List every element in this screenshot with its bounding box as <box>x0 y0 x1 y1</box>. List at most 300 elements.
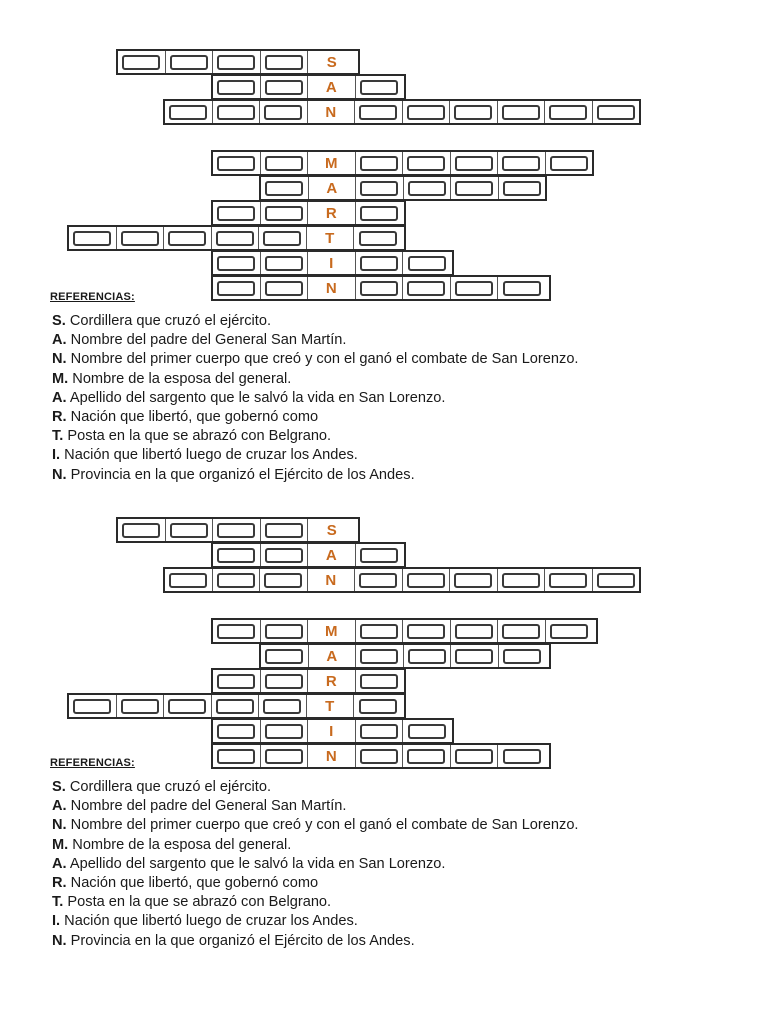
answer-cell[interactable] <box>118 51 166 73</box>
answer-cell[interactable] <box>355 569 403 591</box>
answer-box[interactable] <box>360 181 398 196</box>
answer-cell[interactable] <box>261 544 309 566</box>
answer-cell[interactable] <box>451 277 499 299</box>
clue-text: Nombre del padre del General San Martín. <box>70 332 347 349</box>
answer-box[interactable] <box>359 699 397 714</box>
clue-item <box>52 370 579 389</box>
answer-cell[interactable] <box>213 519 261 541</box>
answer-box[interactable] <box>265 624 303 639</box>
answer-box[interactable] <box>169 573 207 588</box>
answer-cell[interactable] <box>451 620 499 642</box>
references-title: REFERENCIAS: <box>50 291 135 303</box>
answer-box[interactable] <box>360 624 398 639</box>
answer-cell[interactable] <box>545 569 593 591</box>
answer-cell[interactable] <box>403 101 451 123</box>
key-cell <box>308 670 356 692</box>
answer-cell[interactable] <box>546 152 594 174</box>
clue-letter: T. <box>52 894 64 911</box>
answer-box[interactable] <box>407 749 445 764</box>
answer-box[interactable] <box>360 749 398 764</box>
answer-box[interactable] <box>265 724 303 739</box>
key-letter: S <box>326 53 337 71</box>
key-cell <box>307 227 355 249</box>
answer-box[interactable] <box>265 649 303 664</box>
key-cell <box>308 76 356 98</box>
answer-cell[interactable] <box>260 569 308 591</box>
answer-cell[interactable] <box>213 76 261 98</box>
answer-cell[interactable] <box>117 227 165 249</box>
answer-cell[interactable] <box>593 569 641 591</box>
clue-letter: T. <box>52 428 64 445</box>
clue-letter: A. <box>52 389 67 406</box>
key-cell <box>308 252 356 274</box>
clue-item <box>52 797 579 816</box>
answer-box[interactable] <box>455 624 493 639</box>
answer-box[interactable] <box>265 674 303 689</box>
clue-letter: I. <box>52 913 61 930</box>
answer-cell[interactable] <box>451 152 499 174</box>
answer-box[interactable] <box>455 749 493 764</box>
answer-cell[interactable] <box>450 101 498 123</box>
answer-box[interactable] <box>550 156 588 171</box>
key-letter: M <box>325 154 338 172</box>
references-title: REFERENCIAS: <box>50 757 135 769</box>
answer-cell[interactable] <box>212 227 260 249</box>
answer-box[interactable] <box>502 624 540 639</box>
answer-cell[interactable] <box>261 519 309 541</box>
worksheet-1 <box>0 0 768 500</box>
answer-box[interactable] <box>360 674 398 689</box>
answer-box[interactable] <box>359 105 397 120</box>
answer-cell[interactable] <box>403 277 451 299</box>
answer-cell[interactable] <box>261 177 309 199</box>
answer-box[interactable] <box>217 724 255 739</box>
answer-cell[interactable] <box>166 51 214 73</box>
key-cell <box>308 202 356 224</box>
clue-item <box>52 446 579 465</box>
key-letter: I <box>329 254 334 272</box>
key-cell <box>308 152 356 174</box>
crossword-row-a2 <box>259 175 547 201</box>
clue-text: Apellido del sargento que le salvó la vida en San Lorenzo. <box>69 389 446 406</box>
answer-box[interactable] <box>265 548 303 563</box>
key-cell <box>308 745 356 767</box>
key-cell <box>308 519 356 541</box>
key-cell <box>308 720 356 742</box>
answer-cell[interactable] <box>165 569 213 591</box>
answer-box[interactable] <box>217 624 255 639</box>
answer-cell[interactable] <box>403 745 451 767</box>
answer-box[interactable] <box>265 523 303 538</box>
answer-box[interactable] <box>168 231 206 246</box>
clue-item <box>52 331 579 350</box>
answer-box[interactable] <box>121 699 159 714</box>
clue-letter: M. <box>52 836 69 853</box>
answer-box[interactable] <box>502 573 540 588</box>
answer-cell[interactable] <box>164 695 212 717</box>
answer-cell[interactable] <box>165 101 213 123</box>
answer-cell[interactable] <box>546 620 594 642</box>
worksheet-2 <box>0 467 768 1024</box>
crossword-row-m <box>211 150 594 176</box>
answer-box[interactable] <box>217 749 255 764</box>
answer-cell[interactable] <box>498 569 546 591</box>
answer-cell[interactable] <box>356 745 404 767</box>
answer-cell[interactable] <box>261 645 309 667</box>
key-letter: T <box>325 229 335 247</box>
answer-cell[interactable] <box>403 152 451 174</box>
key-letter: N <box>325 103 337 121</box>
clue-text: Nombre de la esposa del general. <box>72 836 292 853</box>
answer-cell[interactable] <box>593 101 641 123</box>
answer-cell[interactable] <box>118 519 166 541</box>
answer-cell[interactable] <box>356 277 404 299</box>
clue-letter: S. <box>52 313 66 329</box>
answer-cell[interactable] <box>499 177 547 199</box>
key-letter: N <box>325 747 337 765</box>
answer-box[interactable] <box>360 80 398 95</box>
clue-letter: N. <box>52 817 67 834</box>
key-cell <box>308 51 356 73</box>
clue-letter: A. <box>52 332 67 349</box>
answer-cell[interactable] <box>261 720 309 742</box>
answer-box[interactable] <box>122 523 160 538</box>
crossword-row-n2 <box>211 275 551 301</box>
answer-box[interactable] <box>503 649 541 664</box>
key-letter: R <box>325 204 337 222</box>
answer-box[interactable] <box>265 256 303 271</box>
key-letter: I <box>329 722 334 740</box>
answer-cell[interactable] <box>261 277 309 299</box>
answer-box[interactable] <box>359 231 397 246</box>
answer-box[interactable] <box>360 206 398 221</box>
answer-box[interactable] <box>455 649 493 664</box>
clue-item <box>52 408 579 427</box>
answer-box[interactable] <box>73 699 111 714</box>
answer-box[interactable] <box>502 105 540 120</box>
answer-cell[interactable] <box>213 544 261 566</box>
answer-cell[interactable] <box>261 152 309 174</box>
answer-box[interactable] <box>503 181 541 196</box>
answer-box[interactable] <box>407 573 445 588</box>
clue-item <box>52 389 579 408</box>
crossword-row-a <box>211 74 406 100</box>
answer-box[interactable] <box>408 724 446 739</box>
clue-letter: M. <box>52 370 69 387</box>
answer-cell[interactable] <box>260 101 308 123</box>
crossword-row-r <box>211 668 406 694</box>
key-cell <box>308 620 356 642</box>
key-letter: A <box>325 546 337 564</box>
crossword-row-a2 <box>259 643 551 669</box>
answer-cell[interactable] <box>213 670 261 692</box>
key-cell <box>309 177 357 199</box>
answer-cell[interactable] <box>213 569 261 591</box>
answer-box[interactable] <box>360 156 398 171</box>
answer-cell[interactable] <box>259 695 307 717</box>
answer-box[interactable] <box>263 699 301 714</box>
answer-box[interactable] <box>454 105 492 120</box>
answer-box[interactable] <box>217 523 255 538</box>
answer-box[interactable] <box>407 156 445 171</box>
answer-box[interactable] <box>359 573 397 588</box>
clue-item <box>52 350 579 369</box>
answer-box[interactable] <box>216 231 254 246</box>
answer-box[interactable] <box>264 105 302 120</box>
answer-cell[interactable] <box>356 620 404 642</box>
crossword-row-t <box>67 693 406 719</box>
answer-box[interactable] <box>216 699 254 714</box>
answer-box[interactable] <box>169 105 207 120</box>
answer-box[interactable] <box>217 674 255 689</box>
clue-text: Nombre del primer cuerpo que creó y con el ganó el combate de San Lorenzo. <box>70 351 579 368</box>
answer-cell[interactable] <box>212 695 260 717</box>
answer-box[interactable] <box>217 573 255 588</box>
answer-cell[interactable] <box>451 645 499 667</box>
clue-item <box>52 893 579 912</box>
answer-box[interactable] <box>217 80 255 95</box>
answer-box[interactable] <box>360 724 398 739</box>
answer-box[interactable] <box>73 231 111 246</box>
clue-item <box>52 427 579 446</box>
answer-box[interactable] <box>454 573 492 588</box>
answer-cell[interactable] <box>213 620 261 642</box>
clue-letter: S. <box>52 779 66 795</box>
answer-cell[interactable] <box>403 252 451 274</box>
answer-cell[interactable] <box>213 152 261 174</box>
answer-cell[interactable] <box>545 101 593 123</box>
key-letter: T <box>325 697 335 715</box>
answer-cell[interactable] <box>355 101 403 123</box>
answer-box[interactable] <box>264 573 302 588</box>
answer-cell[interactable] <box>356 152 404 174</box>
answer-box[interactable] <box>408 181 446 196</box>
answer-cell[interactable] <box>498 745 546 767</box>
clue-text: Cordillera que cruzó el ejército. <box>69 779 272 795</box>
answer-box[interactable] <box>597 573 635 588</box>
key-letter: N <box>325 571 337 589</box>
answer-cell[interactable] <box>213 745 261 767</box>
answer-cell[interactable] <box>451 745 499 767</box>
answer-cell[interactable] <box>261 670 309 692</box>
answer-box[interactable] <box>407 624 445 639</box>
answer-box[interactable] <box>360 256 398 271</box>
crossword-row-n <box>163 99 641 125</box>
answer-box[interactable] <box>503 749 541 764</box>
key-letter: S <box>326 521 337 539</box>
clue-letter: I. <box>52 447 61 464</box>
answer-box[interactable] <box>408 649 446 664</box>
answer-cell[interactable] <box>213 277 261 299</box>
clue-list <box>52 778 579 951</box>
answer-cell[interactable] <box>261 745 309 767</box>
answer-cell[interactable] <box>403 569 451 591</box>
answer-box[interactable] <box>265 206 303 221</box>
answer-cell[interactable] <box>356 645 404 667</box>
answer-cell[interactable] <box>69 227 117 249</box>
key-cell <box>307 695 355 717</box>
clue-letter: N. <box>52 351 67 368</box>
clue-text: Posta en la que se abrazó con Belgrano. <box>67 894 332 911</box>
clue-text: Nombre de la esposa del general. <box>72 370 292 387</box>
crossword-row-n2 <box>211 743 551 769</box>
clue-item <box>52 816 579 835</box>
answer-box[interactable] <box>360 548 398 563</box>
answer-cell[interactable] <box>213 202 261 224</box>
answer-box[interactable] <box>502 156 540 171</box>
crossword-row-t <box>67 225 406 251</box>
answer-cell[interactable] <box>213 252 261 274</box>
clue-text: Cordillera que cruzó el ejército. <box>69 313 272 329</box>
answer-box[interactable] <box>170 523 208 538</box>
answer-box[interactable] <box>217 281 255 296</box>
clue-text: Posta en la que se abrazó con Belgrano. <box>67 428 332 445</box>
answer-cell[interactable] <box>164 227 212 249</box>
answer-box[interactable] <box>503 281 541 296</box>
answer-cell[interactable] <box>356 177 404 199</box>
answer-box[interactable] <box>217 55 255 70</box>
answer-box[interactable] <box>122 55 160 70</box>
answer-box[interactable] <box>217 105 255 120</box>
answer-cell[interactable] <box>261 51 309 73</box>
answer-box[interactable] <box>360 281 398 296</box>
answer-box[interactable] <box>217 206 255 221</box>
clue-item <box>52 874 579 893</box>
answer-cell[interactable] <box>354 227 402 249</box>
crossword-row-i <box>211 718 454 744</box>
answer-cell[interactable] <box>261 202 309 224</box>
answer-box[interactable] <box>217 548 255 563</box>
key-letter: M <box>325 622 338 640</box>
key-letter: N <box>325 279 337 297</box>
answer-cell[interactable] <box>498 277 546 299</box>
clue-text: Nación que libertó luego de cruzar los Andes. <box>64 447 358 464</box>
answer-box[interactable] <box>265 80 303 95</box>
clue-text: Nación que libertó, que gobernó como <box>70 875 319 892</box>
clue-item <box>52 312 579 331</box>
answer-cell[interactable] <box>499 645 547 667</box>
clue-text: Apellido del sargento que le salvó la vida en San Lorenzo. <box>69 855 446 872</box>
clue-list <box>52 312 579 485</box>
key-cell <box>308 101 356 123</box>
crossword-row-n <box>163 567 641 593</box>
answer-box[interactable] <box>217 256 255 271</box>
answer-cell[interactable] <box>498 101 546 123</box>
answer-cell[interactable] <box>261 252 309 274</box>
answer-cell[interactable] <box>261 76 309 98</box>
clue-text: Nación que libertó, que gobernó como <box>70 409 319 426</box>
answer-box[interactable] <box>360 649 398 664</box>
key-cell <box>308 277 356 299</box>
answer-box[interactable] <box>168 699 206 714</box>
answer-box[interactable] <box>455 181 493 196</box>
clue-letter: R. <box>52 409 67 426</box>
answer-box[interactable] <box>263 231 301 246</box>
clue-item <box>52 912 579 931</box>
answer-box[interactable] <box>550 624 588 639</box>
answer-box[interactable] <box>265 55 303 70</box>
answer-cell[interactable] <box>356 76 404 98</box>
answer-box[interactable] <box>407 281 445 296</box>
clue-letter: R. <box>52 875 67 892</box>
clue-letter: N. <box>52 932 67 949</box>
answer-cell[interactable] <box>117 695 165 717</box>
clue-text: Nación que libertó luego de cruzar los Andes. <box>64 913 358 930</box>
answer-cell[interactable] <box>356 544 404 566</box>
answer-cell[interactable] <box>356 670 404 692</box>
crossword-row-s <box>116 517 360 543</box>
answer-box[interactable] <box>265 281 303 296</box>
crossword-row-i <box>211 250 454 276</box>
answer-cell[interactable] <box>356 252 404 274</box>
answer-cell[interactable] <box>259 227 307 249</box>
answer-cell[interactable] <box>261 620 309 642</box>
crossword-row-m <box>211 618 598 644</box>
answer-cell[interactable] <box>166 519 214 541</box>
answer-box[interactable] <box>217 156 255 171</box>
answer-box[interactable] <box>549 105 587 120</box>
answer-cell[interactable] <box>450 569 498 591</box>
answer-cell[interactable] <box>404 645 452 667</box>
key-letter: R <box>325 672 337 690</box>
crossword-row-s <box>116 49 360 75</box>
answer-box[interactable] <box>265 749 303 764</box>
key-letter: A <box>325 78 337 96</box>
clue-item <box>52 778 579 797</box>
key-letter: A <box>326 179 338 197</box>
answer-box[interactable] <box>170 55 208 70</box>
answer-box[interactable] <box>455 156 493 171</box>
answer-cell[interactable] <box>213 51 261 73</box>
answer-cell[interactable] <box>498 152 546 174</box>
clue-letter: A. <box>52 855 67 872</box>
answer-cell[interactable] <box>213 101 261 123</box>
answer-box[interactable] <box>408 256 446 271</box>
answer-cell[interactable] <box>403 620 451 642</box>
answer-box[interactable] <box>455 281 493 296</box>
answer-cell[interactable] <box>69 695 117 717</box>
answer-box[interactable] <box>597 105 635 120</box>
answer-cell[interactable] <box>404 177 452 199</box>
clue-item <box>52 855 579 874</box>
crossword-row-r <box>211 200 406 226</box>
answer-box[interactable] <box>407 105 445 120</box>
answer-box[interactable] <box>265 156 303 171</box>
answer-cell[interactable] <box>498 620 546 642</box>
key-cell <box>308 569 356 591</box>
answer-box[interactable] <box>265 181 303 196</box>
clue-item <box>52 932 579 951</box>
clue-text: Nombre del padre del General San Martín. <box>70 798 347 815</box>
answer-cell[interactable] <box>356 202 404 224</box>
key-cell <box>309 645 357 667</box>
clue-text: Provincia en la que organizó el Ejército de los Andes. <box>70 932 415 949</box>
clue-text: Nombre del primer cuerpo que creó y con el ganó el combate de San Lorenzo. <box>70 817 579 834</box>
answer-cell[interactable] <box>356 720 404 742</box>
answer-cell[interactable] <box>213 720 261 742</box>
answer-box[interactable] <box>549 573 587 588</box>
answer-box[interactable] <box>121 231 159 246</box>
clue-letter: N. <box>52 466 67 483</box>
answer-cell[interactable] <box>403 720 451 742</box>
clue-item <box>52 836 579 855</box>
clue-text: Provincia en la que organizó el Ejército de los Andes. <box>70 466 415 483</box>
crossword-row-a <box>211 542 406 568</box>
clue-letter: A. <box>52 798 67 815</box>
answer-cell[interactable] <box>354 695 402 717</box>
answer-cell[interactable] <box>451 177 499 199</box>
key-letter: A <box>326 647 338 665</box>
